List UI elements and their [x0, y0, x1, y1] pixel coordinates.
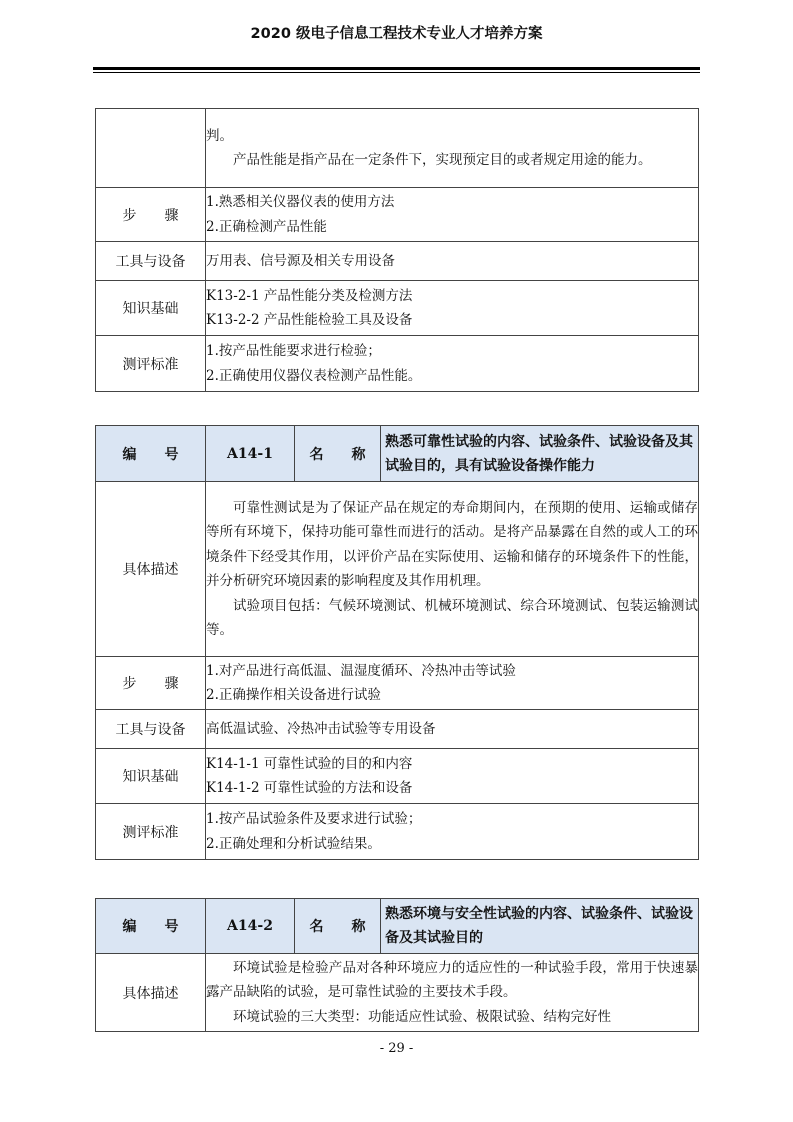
header-rule-thick: [93, 67, 700, 70]
page-number: - 29 -: [379, 1041, 414, 1056]
code-value: A14-1: [206, 426, 295, 482]
name-value: 熟悉可靠性试验的内容、试验条件、试验设备及其试验目的，具有试验设备操作能力: [381, 426, 699, 482]
name-label: 名 称: [295, 426, 381, 482]
header-rule-thin: [93, 72, 700, 73]
table-row: [96, 804, 699, 860]
table-header-row: [96, 899, 699, 954]
table-row: [96, 109, 699, 188]
table-row: [96, 749, 699, 804]
description-continuation: 判。 产品性能是指产品在一定条件下，实现预定目的或者规定用途的能力。: [206, 109, 699, 188]
knowledge-value: K13-2-1 产品性能分类及检测方法 K13-2-2 产品性能检验工具及设备: [206, 281, 699, 336]
criteria-label: 测评标准: [96, 804, 206, 860]
competency-table-a13-2-continued: [95, 108, 699, 392]
steps-label: 步 骤: [96, 657, 206, 710]
empty-label-cell: [96, 109, 206, 188]
description-label: 具体描述: [96, 482, 206, 657]
tools-value: 万用表、信号源及相关专用设备: [206, 242, 699, 281]
code-label: 编 号: [96, 899, 206, 954]
table-row: [96, 657, 699, 710]
name-label: 名 称: [295, 899, 381, 954]
knowledge-label: 知识基础: [96, 749, 206, 804]
steps-label: 步 骤: [96, 188, 206, 242]
table-row: [96, 281, 699, 336]
document-header-title: 2020 级电子信息工程技术专业人才培养方案: [250, 26, 543, 42]
table-row: [96, 242, 699, 281]
table-row: [96, 188, 699, 242]
table-row: [96, 954, 699, 1032]
competency-table-a14-2: [95, 898, 699, 1032]
table-header-row: [96, 426, 699, 482]
knowledge-label: 知识基础: [96, 281, 206, 336]
competency-table-a14-1: [95, 425, 699, 860]
description-value: 环境试验是检验产品对各种环境应力的适应性的一种试验手段，常用于快速暴露产品缺陷的试验，是可靠性试验的主要技术手段。 环境试验的三大类型：功能适应性试验、极限试验、结构完好性: [206, 954, 699, 1032]
knowledge-value: K14-1-1 可靠性试验的目的和内容 K14-1-2 可靠性试验的方法和设备: [206, 749, 699, 804]
tools-label: 工具与设备: [96, 710, 206, 749]
tools-value: 高低温试验、冷热冲击试验等专用设备: [206, 710, 699, 749]
table-row: [96, 482, 699, 657]
tools-label: 工具与设备: [96, 242, 206, 281]
criteria-value: 1.按产品试验条件及要求进行试验； 2.正确处理和分析试验结果。: [206, 804, 699, 860]
table-row: [96, 710, 699, 749]
name-value: 熟悉环境与安全性试验的内容、试验条件、试验设备及其试验目的: [381, 899, 699, 954]
code-label: 编 号: [96, 426, 206, 482]
criteria-value: 1.按产品性能要求进行检验； 2.正确使用仪器仪表检测产品性能。: [206, 336, 699, 392]
table-row: [96, 336, 699, 392]
steps-value: 1.对产品进行高低温、温湿度循环、冷热冲击等试验 2.正确操作相关设备进行试验: [206, 657, 699, 710]
description-label: 具体描述: [96, 954, 206, 1032]
code-value: A14-2: [206, 899, 295, 954]
description-value: 可靠性测试是为了保证产品在规定的寿命期间内，在预期的使用、运输或储存等所有环境下，保持功能可靠性而进行的活动。是将产品暴露在自然的或人工的环境条件下经受其作用，以评价产品在实际使用、运输和储存的环境条件下的性能，并分析研究环境因素的影响程度及其作用机理。 试验项目包括：气候环境测试、机械环境测试、综合环境测试、包装运输测试等。: [206, 482, 699, 657]
steps-value: 1.熟悉相关仪器仪表的使用方法 2.正确检测产品性能: [206, 188, 699, 242]
criteria-label: 测评标准: [96, 336, 206, 392]
